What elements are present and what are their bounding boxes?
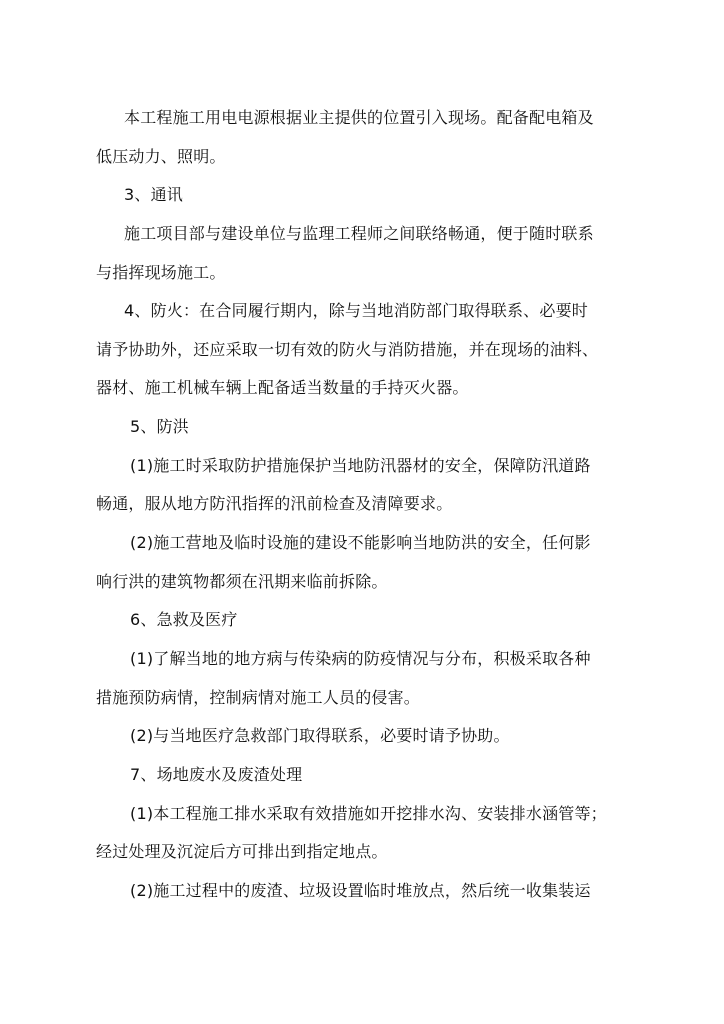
paragraph-line: 低压动力、照明。	[96, 147, 226, 166]
section-heading: 5、防洪	[130, 417, 189, 436]
paragraph-line: 器材、施工机械车辆上配备适当数量的手持灭火器。	[96, 378, 469, 397]
paragraph-line: 响行洪的建筑物都须在汛期来临前拆除。	[96, 572, 388, 591]
paragraph-line: (1)施工时采取防护措施保护当地防汛器材的安全，保障防汛道路	[130, 456, 591, 475]
paragraph-line: 施工项目部与建设单位与监理工程师之间联络畅通，便于随时联系	[124, 224, 594, 243]
paragraph-line: (2)施工营地及临时设施的建设不能影响当地防洪的安全，任何影	[130, 533, 591, 552]
paragraph-line: 与指挥现场施工。	[96, 263, 226, 282]
paragraph-line: 经过处理及沉淀后方可排出到指定地点。	[96, 842, 388, 861]
paragraph-line: 4、防火：在合同履行期内，除与当地消防部门取得联系、必要时	[124, 301, 588, 320]
paragraph-line: 本工程施工用电电源根据业主提供的位置引入现场。配备配电箱及	[124, 108, 594, 127]
section-heading: 7、场地废水及废渣处理	[130, 765, 303, 784]
section-heading: 6、急救及医疗	[130, 610, 238, 629]
paragraph-line: (2)与当地医疗急救部门取得联系，必要时请予协助。	[130, 726, 510, 745]
paragraph-line: 畅通，服从地方防汛指挥的汛前检查及清障要求。	[96, 494, 453, 513]
section-heading: 3、通讯	[124, 185, 183, 204]
paragraph-line: (2)施工过程中的废渣、垃圾设置临时堆放点，然后统一收集装运	[130, 881, 591, 900]
paragraph-line: (1)本工程施工排水采取有效措施如开挖排水沟、安装排水涵管等；	[130, 804, 607, 823]
paragraph-line: (1)了解当地的地方病与传染病的防疫情况与分布，积极采取各种	[130, 649, 591, 668]
paragraph-line: 措施预防病情，控制病情对施工人员的侵害。	[96, 688, 421, 707]
paragraph-line: 请予协助外，还应采取一切有效的防火与消防措施，并在现场的油料、	[96, 340, 599, 359]
